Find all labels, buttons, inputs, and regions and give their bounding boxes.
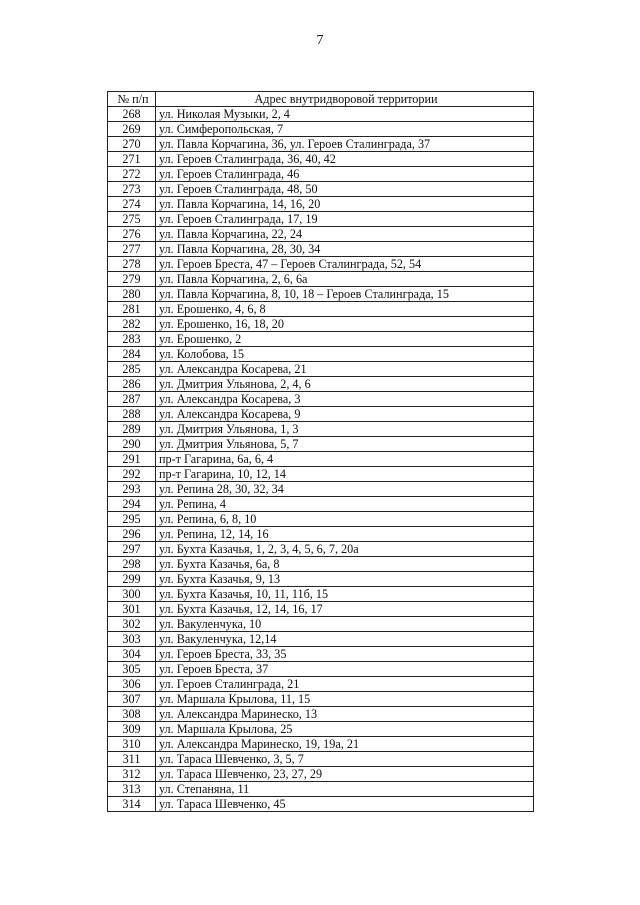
- table-row: [108, 227, 534, 242]
- row-address: ул. Павла Корчагина, 8, 10, 18 – Героев Сталинграда, 15: [156, 287, 534, 302]
- row-address: ул. Бухта Казачья, 10, 11, 11б, 15: [156, 587, 534, 602]
- table-row: [108, 572, 534, 587]
- row-address: ул. Дмитрия Ульянова, 2, 4, 6: [156, 377, 534, 392]
- row-address: ул. Бухта Казачья, 6а, 8: [156, 557, 534, 572]
- row-address: ул. Павла Корчагина, 14, 16, 20: [156, 197, 534, 212]
- table-row: [108, 692, 534, 707]
- row-address: ул. Павла Корчагина, 2, 6, 6а: [156, 272, 534, 287]
- table-row: [108, 167, 534, 182]
- row-address: ул. Александра Косарева, 21: [156, 362, 534, 377]
- table-row: [108, 497, 534, 512]
- table-row: [108, 782, 534, 797]
- table-row: [108, 437, 534, 452]
- row-address: пр-т Гагарина, 6а, 6, 4: [156, 452, 534, 467]
- table-row: [108, 677, 534, 692]
- row-address: ул. Героев Сталинграда, 36, 40, 42: [156, 152, 534, 167]
- table-row: [108, 212, 534, 227]
- table-row: [108, 107, 534, 122]
- row-address: ул. Симферопольская, 7: [156, 122, 534, 137]
- row-address: ул. Репина 28, 30, 32, 34: [156, 482, 534, 497]
- table-row: [108, 407, 534, 422]
- row-number: 271: [108, 152, 156, 167]
- row-address: ул. Бухта Казачья, 12, 14, 16, 17: [156, 602, 534, 617]
- row-number: 275: [108, 212, 156, 227]
- row-number: 306: [108, 677, 156, 692]
- table-row: [108, 377, 534, 392]
- table-row: [108, 287, 534, 302]
- table-row: [108, 122, 534, 137]
- table-row: [108, 422, 534, 437]
- row-number: 299: [108, 572, 156, 587]
- row-number: 292: [108, 467, 156, 482]
- row-address: ул. Репина, 12, 14, 16: [156, 527, 534, 542]
- table-row: [108, 332, 534, 347]
- row-number: 296: [108, 527, 156, 542]
- row-address: ул. Героев Сталинграда, 48, 50: [156, 182, 534, 197]
- row-number: 276: [108, 227, 156, 242]
- row-address: ул. Героев Бреста, 33, 35: [156, 647, 534, 662]
- table-row: [108, 512, 534, 527]
- row-number: 288: [108, 407, 156, 422]
- table-row: [108, 362, 534, 377]
- row-number: 304: [108, 647, 156, 662]
- row-number: 269: [108, 122, 156, 137]
- table-row: [108, 197, 534, 212]
- row-address: ул. Дмитрия Ульянова, 1, 3: [156, 422, 534, 437]
- table-row: [108, 272, 534, 287]
- table-row: [108, 707, 534, 722]
- row-address: ул. Степаняна, 11: [156, 782, 534, 797]
- row-address: ул. Павла Корчагина, 22, 24: [156, 227, 534, 242]
- row-address: ул. Александра Косарева, 3: [156, 392, 534, 407]
- row-address: ул. Тараса Шевченко, 23, 27, 29: [156, 767, 534, 782]
- table-row: [108, 152, 534, 167]
- table-row: [108, 797, 534, 812]
- row-address: ул. Тараса Шевченко, 45: [156, 797, 534, 812]
- row-address: ул. Александра Маринеско, 19, 19а, 21: [156, 737, 534, 752]
- row-address: ул. Колобова, 15: [156, 347, 534, 362]
- row-number: 274: [108, 197, 156, 212]
- row-address: ул. Героев Сталинграда, 46: [156, 167, 534, 182]
- row-number: 297: [108, 542, 156, 557]
- row-number: 307: [108, 692, 156, 707]
- header-address: Адрес внутридворовой территории: [156, 92, 534, 107]
- row-number: 300: [108, 587, 156, 602]
- row-address: ул. Героев Сталинграда, 17, 19: [156, 212, 534, 227]
- table-row: [108, 452, 534, 467]
- table-row: [108, 482, 534, 497]
- row-number: 283: [108, 332, 156, 347]
- row-number: 268: [108, 107, 156, 122]
- row-address: ул. Тараса Шевченко, 3, 5, 7: [156, 752, 534, 767]
- row-address: ул. Александра Косарева, 9: [156, 407, 534, 422]
- table-row: [108, 587, 534, 602]
- row-address: ул. Маршала Крылова, 25: [156, 722, 534, 737]
- row-address: ул. Вакуленчука, 10: [156, 617, 534, 632]
- row-number: 312: [108, 767, 156, 782]
- table-row: [108, 137, 534, 152]
- row-address: ул. Репина, 4: [156, 497, 534, 512]
- row-number: 302: [108, 617, 156, 632]
- row-number: 313: [108, 782, 156, 797]
- row-number: 277: [108, 242, 156, 257]
- header-number: № п/п: [108, 92, 156, 107]
- table-row: [108, 737, 534, 752]
- table-row: [108, 242, 534, 257]
- table-row: [108, 302, 534, 317]
- table-row: [108, 722, 534, 737]
- row-address: пр-т Гагарина, 10, 12, 14: [156, 467, 534, 482]
- row-address: ул. Героев Бреста, 37: [156, 662, 534, 677]
- row-address: ул. Павла Корчагина, 28, 30, 34: [156, 242, 534, 257]
- table-row: [108, 632, 534, 647]
- table-row: [108, 752, 534, 767]
- table-row: [108, 347, 534, 362]
- row-address: ул. Павла Корчагина, 36, ул. Героев Сталинграда, 37: [156, 137, 534, 152]
- row-number: 272: [108, 167, 156, 182]
- row-number: 294: [108, 497, 156, 512]
- row-address: ул. Героев Сталинграда, 21: [156, 677, 534, 692]
- row-number: 270: [108, 137, 156, 152]
- row-number: 308: [108, 707, 156, 722]
- table-row: [108, 182, 534, 197]
- row-address: ул. Бухта Казачья, 1, 2, 3, 4, 5, 6, 7, 20а: [156, 542, 534, 557]
- table-body: [108, 107, 534, 812]
- row-number: 289: [108, 422, 156, 437]
- row-number: 309: [108, 722, 156, 737]
- row-address: ул. Ерошенко, 2: [156, 332, 534, 347]
- row-number: 281: [108, 302, 156, 317]
- row-address: ул. Ерошенко, 16, 18, 20: [156, 317, 534, 332]
- row-number: 311: [108, 752, 156, 767]
- page-number: 7: [316, 33, 324, 48]
- row-number: 290: [108, 437, 156, 452]
- row-number: 279: [108, 272, 156, 287]
- table-row: [108, 392, 534, 407]
- row-number: 314: [108, 797, 156, 812]
- row-number: 278: [108, 257, 156, 272]
- row-number: 298: [108, 557, 156, 572]
- row-address: ул. Александра Маринеско, 13: [156, 707, 534, 722]
- row-number: 273: [108, 182, 156, 197]
- row-number: 282: [108, 317, 156, 332]
- table-row: [108, 662, 534, 677]
- row-address: ул. Ерошенко, 4, 6, 8: [156, 302, 534, 317]
- row-number: 301: [108, 602, 156, 617]
- row-number: 287: [108, 392, 156, 407]
- table-row: [108, 467, 534, 482]
- address-table: [107, 91, 534, 812]
- table-row: [108, 602, 534, 617]
- table-header-row: [108, 92, 534, 107]
- row-number: 285: [108, 362, 156, 377]
- row-address: ул. Николая Музыки, 2, 4: [156, 107, 534, 122]
- table-row: [108, 557, 534, 572]
- row-number: 280: [108, 287, 156, 302]
- table-row: [108, 527, 534, 542]
- row-address: ул. Репина, 6, 8, 10: [156, 512, 534, 527]
- table-row: [108, 257, 534, 272]
- table-row: [108, 767, 534, 782]
- row-number: 284: [108, 347, 156, 362]
- table-row: [108, 542, 534, 557]
- row-address: ул. Дмитрия Ульянова, 5, 7: [156, 437, 534, 452]
- table-row: [108, 617, 534, 632]
- row-number: 305: [108, 662, 156, 677]
- row-number: 291: [108, 452, 156, 467]
- row-number: 293: [108, 482, 156, 497]
- table-row: [108, 647, 534, 662]
- row-number: 303: [108, 632, 156, 647]
- row-number: 295: [108, 512, 156, 527]
- row-address: ул. Маршала Крылова, 11, 15: [156, 692, 534, 707]
- row-number: 310: [108, 737, 156, 752]
- row-address: ул. Вакуленчука, 12,14: [156, 632, 534, 647]
- row-number: 286: [108, 377, 156, 392]
- table-row: [108, 317, 534, 332]
- row-address: ул. Бухта Казачья, 9, 13: [156, 572, 534, 587]
- row-address: ул. Героев Бреста, 47 – Героев Сталинграда, 52, 54: [156, 257, 534, 272]
